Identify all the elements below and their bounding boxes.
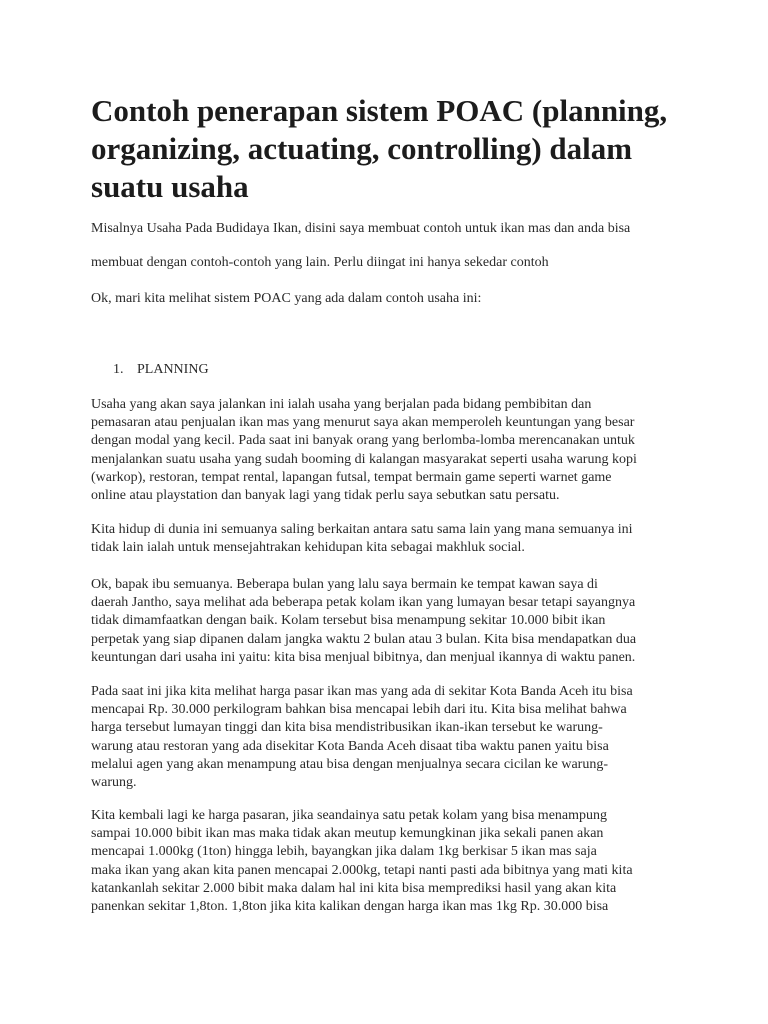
paragraph-line: Kita kembali lagi ke harga pasaran, jika seandainya satu petak kolam yang bisa menampung (91, 808, 608, 823)
intro-line-1: Misalnya Usaha Pada Budidaya Ikan, disini saya membuat contoh untuk ikan mas dan anda bisa (91, 221, 631, 236)
paragraph-line: Ok, bapak ibu semuanya. Beberapa bulan yang lalu saya bermain ke tempat kawan saya di (91, 577, 598, 592)
title-line: suatu usaha (91, 169, 249, 204)
paragraph-1 (91, 396, 691, 505)
paragraph-line: menjalankan suatu usaha yang sudah booming di kalangan masyarakat seperti usaha warung kopi (91, 451, 637, 467)
paragraph-line: Kita hidup di dunia ini semuanya saling berkaitan antara satu sama lain yang mana semuanya ini (91, 522, 633, 537)
paragraph-line: Usaha yang akan saya jalankan ini ialah usaha yang berjalan pada bidang pembibitan dan (91, 397, 592, 412)
paragraph-line: harga tersebut lumayan tinggi dan kita bisa mendistribusikan ikan-ikan tersebut ke warung- (91, 720, 603, 736)
paragraph-line: maka ikan yang akan kita panen mencapai 2.000kg, tetapi nanti pasti ada bibitnya yang mati kita (91, 862, 633, 878)
paragraph-line: tidak dimamfaatkan dengan baik. Kolam tersebut bisa menampung sekitar 10.000 bibit ikan (91, 613, 606, 629)
paragraph-line: sampai 10.000 bibit ikan mas maka tidak akan meutup kemungkinan jika sekali panen akan (91, 826, 604, 842)
paragraph-line: (warkop), restoran, tempat rental, lapangan futsal, tempat bermain game seperti warnet game (91, 469, 612, 485)
paragraph-line: tidak lain ialah untuk mensejahtrakan kehidupan kita sebagai makhluk social. (91, 540, 525, 556)
title-line: organizing, actuating, controlling) dalam (91, 131, 633, 166)
paragraph-line: keuntungan dari usaha ini yaitu: kita bisa menjual bibitnya, dan menjual ikannya di waktu panen. (91, 649, 636, 665)
paragraph-line: katankanlah sekitar 2.000 bibit maka dalam hal ini kita bisa memprediksi hasil yang akan kita (91, 880, 617, 896)
paragraph-line: pemasaran atau penjualan ikan mas yang menurut saya akan memperoleh keuntungan yang besar (91, 415, 635, 431)
intro-line-2: membuat dengan contoh-contoh yang lain. Perlu diingat ini hanya sekedar contoh (91, 255, 549, 270)
paragraph-line: melalui agen yang akan menampung atau bisa dengan menjualnya secara cicilan ke warung- (91, 756, 609, 772)
title-line: Contoh penerapan sistem POAC (planning, (91, 93, 668, 128)
paragraph-line: mencapai Rp. 30.000 perkilogram bahkan bisa mencapai lebih dari itu. Kita bisa melihat bahwa (91, 702, 627, 718)
paragraph-4 (91, 683, 691, 792)
page-title (91, 92, 691, 206)
paragraph-line: panenkan sekitar 1,8ton. 1,8ton jika kita kalikan dengan harga ikan mas 1kg Rp. 30.000 bisa (91, 899, 609, 915)
paragraph-line: warung atau restoran yang ada disekitar Kota Banda Aceh disaat tiba waktu panen yaitu bisa (91, 738, 609, 754)
paragraph-line: daerah Jantho, saya melihat ada beberapa petak kolam ikan yang lumayan besar tetapi sayangnya (91, 595, 636, 611)
paragraph-line: dengan modal yang kecil. Pada saat ini banyak orang yang berlomba-lomba merencanakan untuk (91, 433, 635, 449)
paragraph-line: mencapai 1.000kg (1ton) hingga lebih, bayangkan jika dalam 1kg berkisar 5 ikan mas saja (91, 844, 597, 860)
paragraph-line: warung. (91, 775, 137, 791)
paragraph-line: Pada saat ini jika kita melihat harga pasar ikan mas yang ada di sekitar Kota Banda Aceh itu bisa (91, 684, 633, 699)
paragraph-line: perpetak yang siap dipanen dalam jangka waktu 2 bulan atau 3 bulan. Kita bisa mendapatkan dua (91, 631, 637, 647)
intro-line-3: Ok, mari kita melihat sistem POAC yang ada dalam contoh usaha ini: (91, 291, 482, 306)
paragraph-5 (91, 807, 691, 916)
paragraph-3 (91, 576, 691, 667)
paragraph-line: online atau playstation dan banyak lagi yang tidak perlu saya sebutkan satu persatu. (91, 488, 560, 504)
section-label: PLANNING (137, 362, 209, 377)
section-number: 1. (113, 362, 124, 377)
paragraph-2 (91, 521, 691, 557)
section-heading (113, 361, 209, 379)
